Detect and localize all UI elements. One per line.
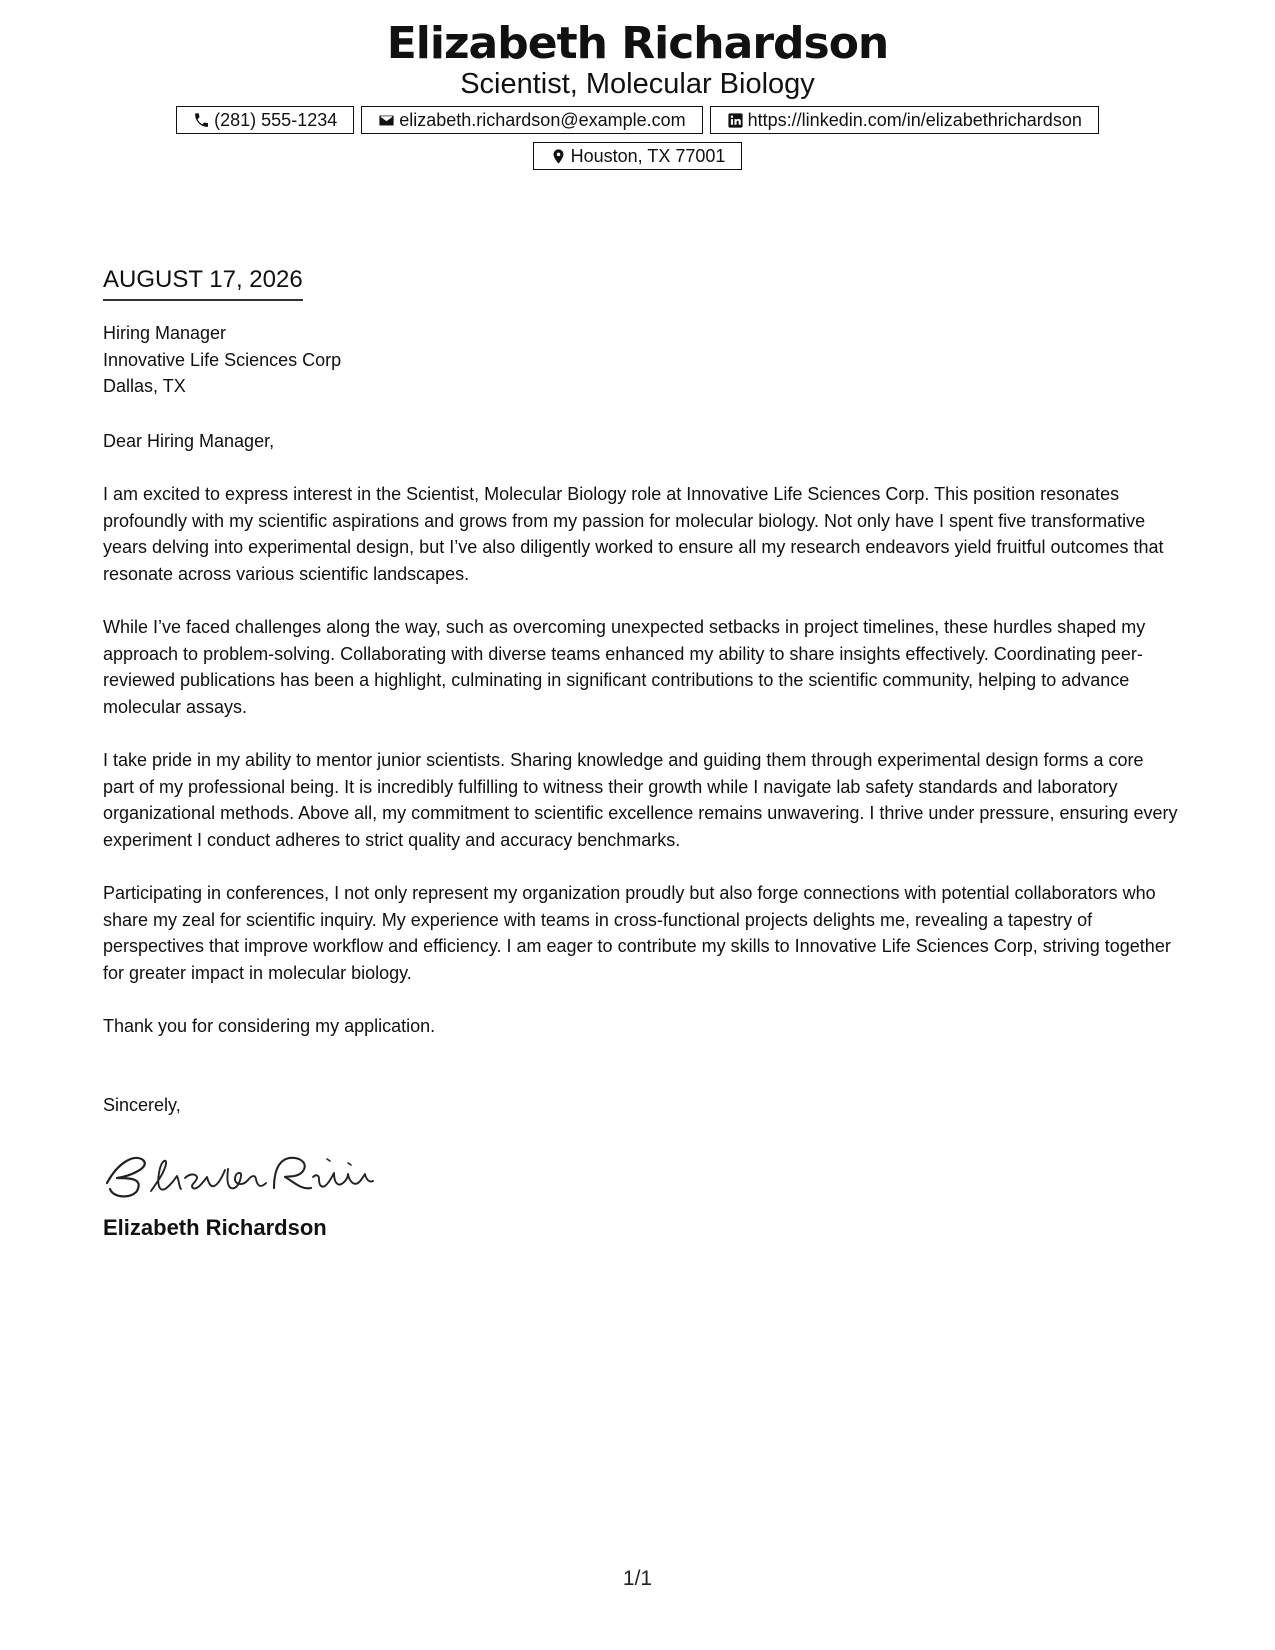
map-marker-icon	[550, 148, 567, 165]
applicant-name: Elizabeth Richardson	[386, 18, 889, 69]
phone-contact[interactable]	[176, 106, 354, 134]
applicant-title: Scientist, Molecular Biology	[460, 67, 815, 100]
linkedin-text: https://linkedin.com/in/elizabethrichardson	[747, 109, 1082, 130]
signoff: Sincerely,	[103, 1094, 181, 1115]
recipient-company: Innovative Life Sciences Corp	[103, 349, 342, 370]
salutation: Dear Hiring Manager,	[103, 430, 275, 451]
page-number: 1/1	[622, 1567, 653, 1590]
letter-body	[103, 265, 1178, 1242]
handwritten-signature	[103, 1143, 378, 1203]
recipient-location: Dallas, TX	[103, 376, 186, 396]
email-text: elizabeth.richardson@example.com	[399, 109, 686, 130]
phone-text: (281) 555-1234	[214, 109, 338, 130]
letter-date: AUGUST 17, 2026	[103, 265, 303, 301]
location-text: Houston, TX 77001	[570, 145, 726, 166]
linkedin-contact[interactable]	[710, 106, 1099, 134]
recipient-block	[103, 320, 1178, 400]
body-paragraph: I am excited to express interest in the Scientist, Molecular Biology role at Innovative Life Sciences Corp. This position resonates profoundly with my scientific aspirations and grows from my passion for molecular biology. Not only have I spent five transformative years delving into experimental design, but I’ve also diligently worked to ensure all my research endeavors yield fruitful outcomes that resonate across various scientific landscapes.	[103, 484, 1164, 584]
body-paragraph: While I’ve faced challenges along the way, such as overcoming unexpected setbacks in project timelines, these hurdles shaped my approach to problem-solving. Collaborating with diverse teams enhanced my ability to share insights effectively. Coordinating peer-reviewed publications has been a highlight, culminating in significant contributions to the scientific community, helping to advance molecular assays.	[103, 617, 1146, 717]
closing-line: Thank you for considering my application.	[103, 1016, 436, 1036]
body-paragraph: Participating in conferences, I not only represent my organization proudly but also forge connections with potential collaborators who share my zeal for scientific inquiry. My experience with teams in cross-functional projects delights me, revealing a tapestry of perspectives that improve workflow and efficiency. I am eager to contribute my skills to Innovative Life Sciences Corp, striving together for greater impact in molecular biology.	[103, 883, 1171, 983]
linkedin-icon	[727, 112, 744, 129]
recipient-title: Hiring Manager	[103, 323, 227, 343]
location-contact[interactable]	[533, 142, 743, 170]
envelope-icon	[378, 112, 395, 129]
contact-list	[138, 106, 1138, 170]
letter-header	[0, 18, 1275, 170]
signer-name: Elizabeth Richardson	[103, 1215, 327, 1240]
phone-icon	[193, 112, 210, 129]
email-contact[interactable]	[361, 106, 702, 134]
body-paragraph: I take pride in my ability to mentor junior scientists. Sharing knowledge and guiding them through experimental design forms a core part of my professional being. It is incredibly fulfilling to witness their growth while I navigate lab safety standards and laboratory organizational methods. Above all, my commitment to scientific excellence remains unwavering. I thrive under pressure, ensuring every experiment I conduct adheres to strict quality and accuracy benchmarks.	[103, 750, 1178, 850]
